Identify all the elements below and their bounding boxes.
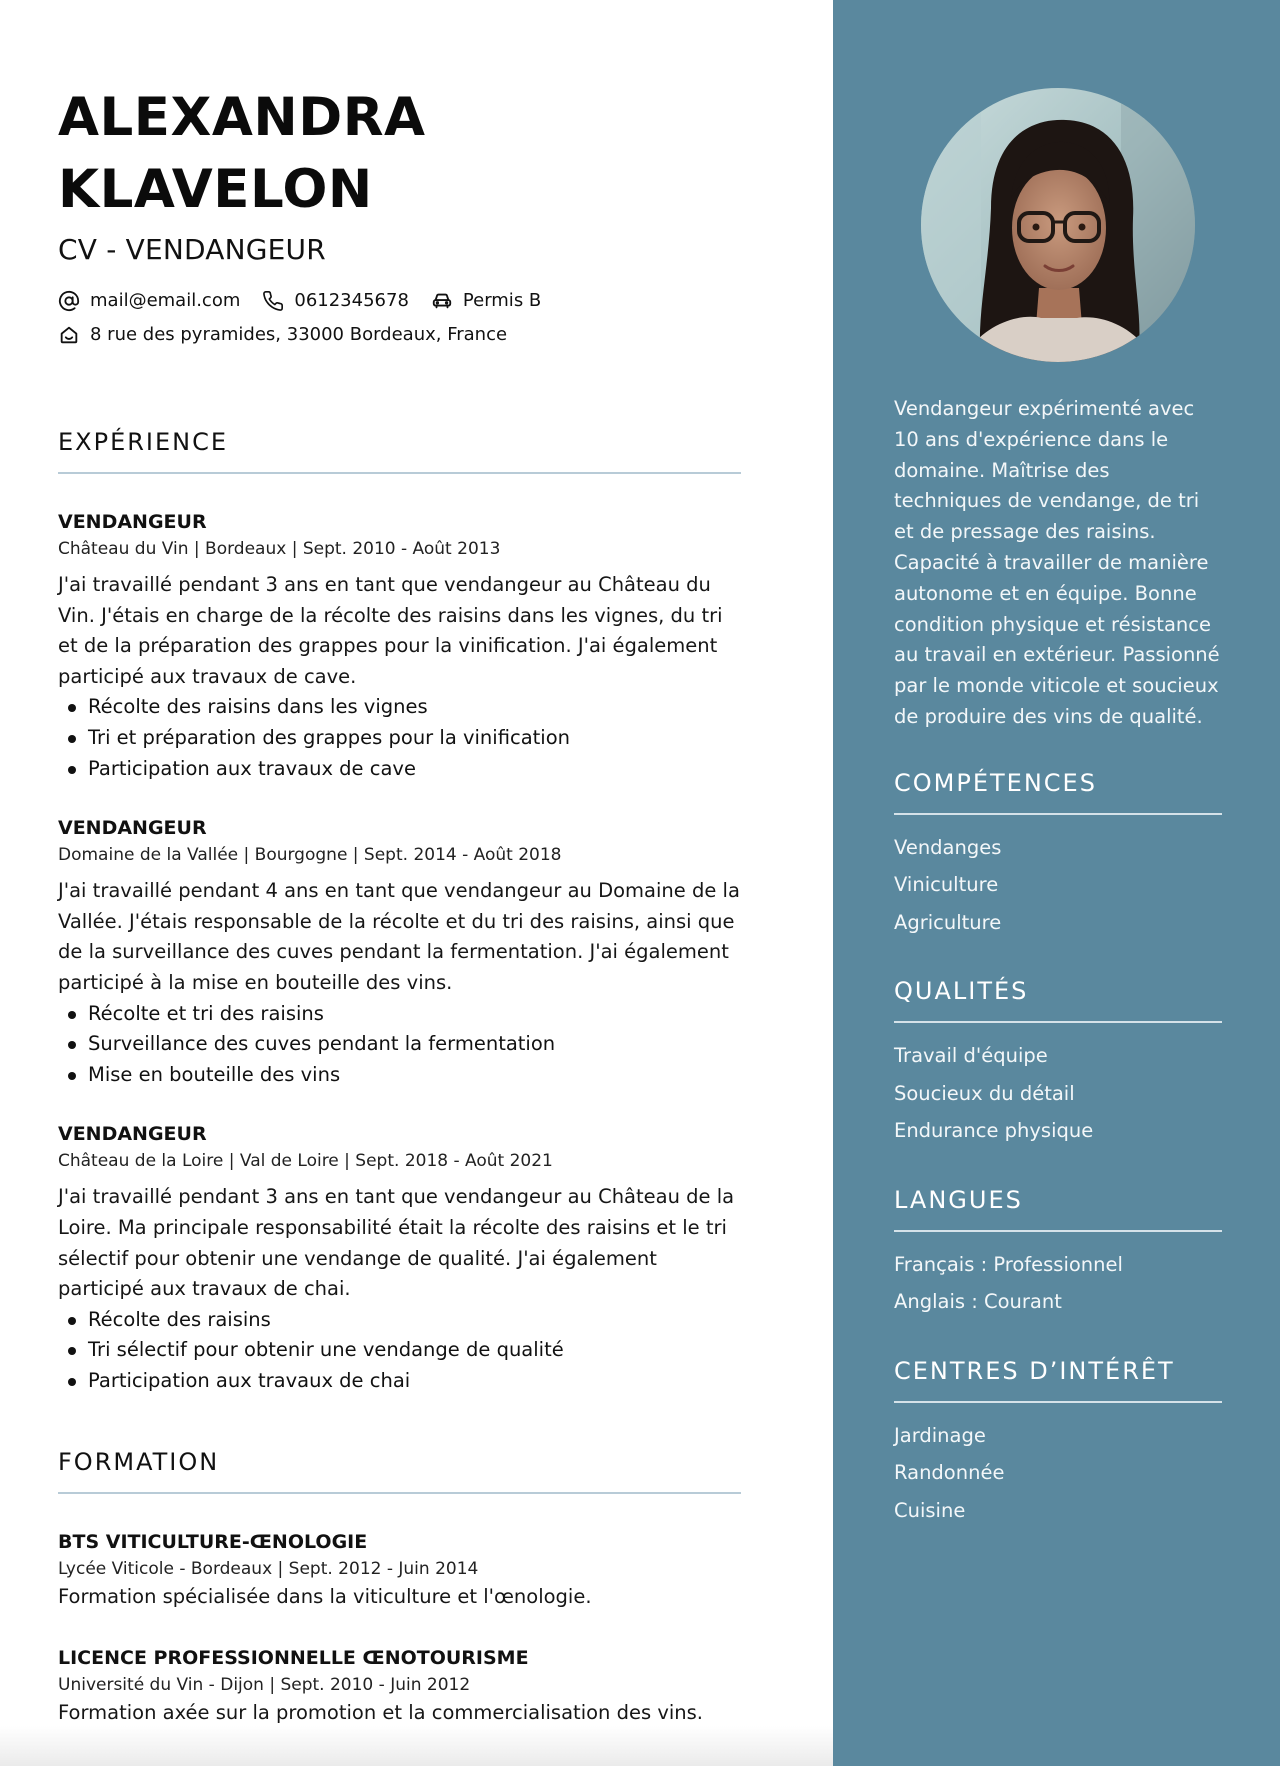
job-title: VENDANGEUR: [58, 511, 207, 533]
education-title: BTS VITICULTURE-ŒNOLOGIE: [58, 1531, 368, 1554]
list-item: Surveillance des cuves pendant la fermentation: [58, 1029, 741, 1060]
phone-icon: [262, 290, 284, 312]
list-item: Récolte des raisins: [58, 1305, 741, 1336]
address-row: [58, 318, 741, 352]
candidate-name: ALEXANDRA KLAVELON: [58, 87, 426, 220]
job-title: VENDANGEUR: [58, 817, 207, 840]
at-sign-icon: [58, 290, 80, 312]
email-text: mail@email.com: [90, 290, 241, 311]
interests-section: [894, 1353, 1222, 1530]
qualities-heading: QUALITÉS: [894, 977, 1029, 1006]
section-divider: [894, 1230, 1222, 1232]
car-icon: [431, 290, 453, 312]
job-meta: Domaine de la Vallée | Bourgogne | Sept. 2014 - Août 2018: [58, 845, 562, 866]
education-entry: [58, 1644, 741, 1728]
education-description: Formation spécialisée dans la viticulture et l'œnologie.: [58, 1585, 592, 1609]
job-entry: [58, 508, 741, 784]
list-item: Randonnée: [894, 1461, 1005, 1485]
list-item: Français : Professionnel: [894, 1252, 1123, 1276]
education-heading: FORMATION: [58, 1448, 220, 1477]
qualities-section: [894, 973, 1222, 1150]
section-divider: [58, 472, 741, 474]
contact-license: [431, 284, 541, 318]
portrait-image: [921, 88, 1195, 362]
job-meta: Château du Vin | Bordeaux | Sept. 2010 - Août 2013: [58, 539, 501, 559]
education-meta: Université du Vin - Dijon | Sept. 2010 - Juin 2012: [58, 1675, 471, 1696]
job-bullets: [58, 1305, 741, 1397]
job-title: VENDANGEUR: [58, 1123, 207, 1146]
contact-row: [58, 284, 741, 318]
experience-section: [58, 424, 741, 1396]
cv-subtitle: CV - VENDANGEUR: [58, 233, 326, 266]
list-item: Jardinage: [894, 1423, 986, 1447]
job-description: J'ai travaillé pendant 3 ans en tant que vendangeur au Château de la Loire. Ma principale responsabilité était la récolte des raisins et le tri sélectif pour obtenir une vendange de qualité. J'ai également participé aux travaux de chai.: [58, 1185, 735, 1301]
phone-text: 0612345678: [294, 290, 409, 311]
address-text: 8 rue des pyramides, 33000 Bordeaux, France: [90, 324, 508, 345]
job-bullets: [58, 999, 741, 1091]
list-item: Récolte des raisins dans les vignes: [58, 692, 741, 723]
contact-phone[interactable]: [262, 284, 409, 318]
license-text: Permis B: [462, 290, 542, 311]
job-meta: Château de la Loire | Val de Loire | Sept. 2018 - Août 2021: [58, 1151, 553, 1172]
job-description: J'ai travaillé pendant 4 ans en tant que vendangeur au Domaine de la Vallée. J'étais responsable de la récolte et du tri des raisins, ainsi que de la surveillance des cuves pendant la fermentation. J'ai également participé à la mise en bouteille des vins.: [58, 879, 740, 994]
education-section: [58, 1444, 741, 1728]
skills-heading: COMPÉTENCES: [894, 768, 1097, 797]
section-divider: [894, 1021, 1222, 1023]
education-meta: Lycée Viticole - Bordeaux | Sept. 2012 - Juin 2014: [58, 1559, 479, 1580]
contact-email[interactable]: [58, 284, 240, 318]
job-entry: [58, 1120, 741, 1396]
interests-heading: CENTRES D’INTÉRÊT: [894, 1356, 1175, 1385]
list-item: Participation aux travaux de cave: [58, 754, 741, 785]
list-item: Endurance physique: [894, 1119, 1094, 1143]
profile-summary: Vendangeur expérimenté avec 10 ans d'expérience dans le domaine. Maîtrise des techniques de vendange, de tri et de pressage des raisins. Capacité à travailler de manière autonome et en équipe. Bonne condition physique et résistance au travail en extérieur. Passionné par le monde viticole et soucieux de produire des vins de qualité.: [894, 397, 1220, 728]
list-item: Cuisine: [894, 1498, 966, 1522]
section-divider: [894, 813, 1222, 815]
sidebar: [833, 0, 1280, 1766]
bottom-fade: [0, 1726, 833, 1766]
education-title: LICENCE PROFESSIONNELLE ŒNOTOURISME: [58, 1647, 529, 1670]
section-divider: [894, 1401, 1222, 1403]
contact-address: [58, 318, 507, 352]
list-item: Anglais : Courant: [894, 1290, 1062, 1314]
experience-heading: EXPÉRIENCE: [58, 428, 229, 456]
main-column: [58, 82, 741, 1728]
list-item: Participation aux travaux de chai: [58, 1366, 741, 1397]
list-item: Mise en bouteille des vins: [58, 1060, 741, 1091]
list-item: Tri sélectif pour obtenir une vendange de qualité: [58, 1335, 741, 1366]
section-divider: [58, 1492, 741, 1494]
home-icon: [58, 324, 80, 346]
education-entry: [58, 1528, 741, 1612]
list-item: Tri et préparation des grappes pour la vinification: [58, 723, 741, 754]
job-description: J'ai travaillé pendant 3 ans en tant que vendangeur au Château du Vin. J'étais en charge de la récolte des raisins dans les vignes, du tri et de la préparation des grappes pour la vinification. J'ai également participé aux travaux de cave.: [58, 573, 723, 688]
job-entry: [58, 814, 741, 1090]
languages-heading: LANGUES: [894, 1185, 1023, 1214]
education-description: Formation axée sur la promotion et la commercialisation des vins.: [58, 1701, 704, 1725]
list-item: Viniculture: [894, 873, 999, 897]
list-item: Vendanges: [894, 835, 1002, 859]
list-item: Récolte et tri des raisins: [58, 999, 741, 1030]
list-item: Soucieux du détail: [894, 1081, 1075, 1105]
languages-section: [894, 1182, 1222, 1321]
skills-section: [894, 765, 1222, 942]
job-bullets: [58, 692, 741, 784]
sidebar-content: [894, 394, 1222, 1529]
list-item: Agriculture: [894, 910, 1002, 934]
list-item: Travail d'équipe: [894, 1044, 1048, 1068]
profile-photo: [921, 88, 1195, 362]
